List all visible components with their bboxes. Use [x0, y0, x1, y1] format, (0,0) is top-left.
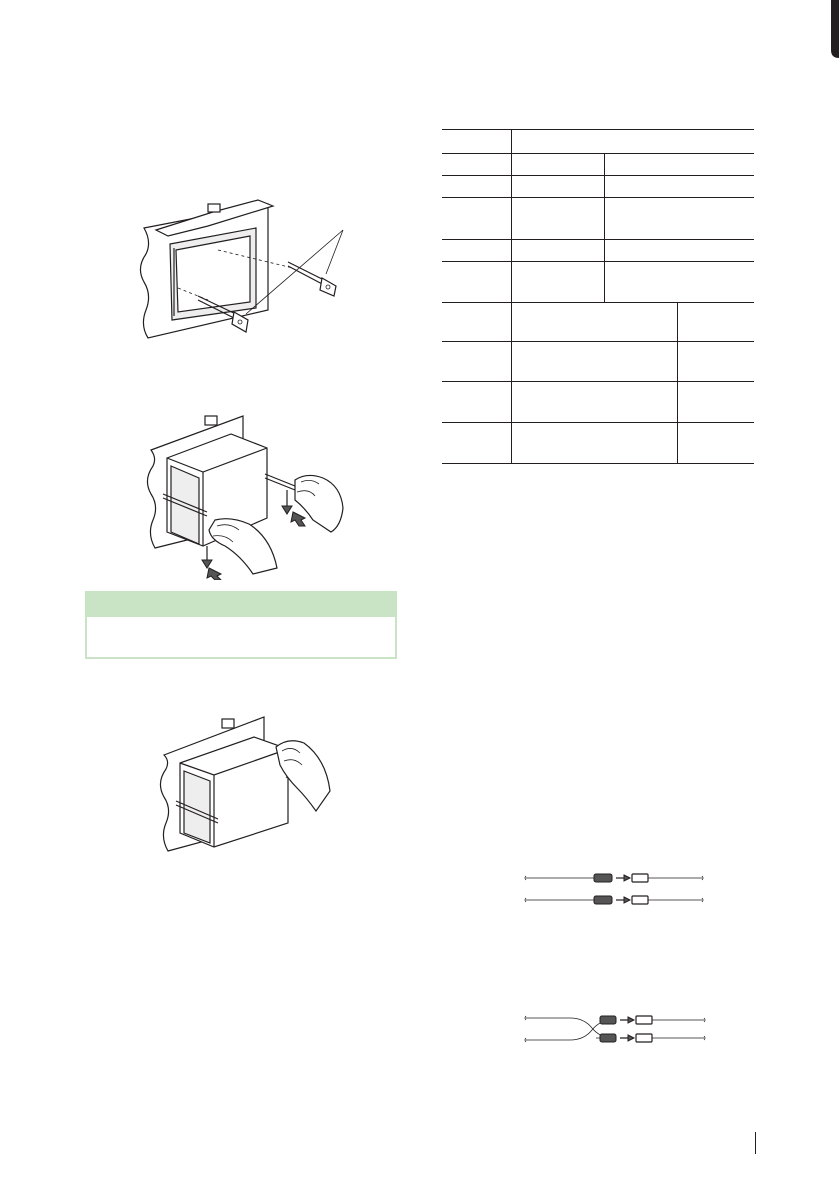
- table-rule-bottom: [442, 463, 754, 464]
- y-cable-connector-figure: [522, 1008, 710, 1048]
- hands-remove-brackets-figure: [145, 408, 345, 580]
- table-rule: [442, 175, 754, 176]
- table-col-divider: [677, 302, 678, 463]
- connector-arrow-icon: [522, 866, 710, 912]
- hands-unlock-unit-icon: [145, 408, 345, 580]
- table-rule-top: [442, 129, 754, 130]
- note-box: [85, 591, 397, 659]
- hand-pull-unit-icon: [158, 715, 333, 855]
- table-rule: [442, 341, 754, 342]
- table-rule: [442, 153, 754, 154]
- table-rule: [442, 381, 754, 382]
- mounting-screws-figure: [138, 190, 348, 345]
- connector-row: [525, 896, 703, 904]
- y-splitter-connector-icon: [522, 1008, 710, 1048]
- table-col-divider: [511, 129, 512, 463]
- hand-pull-unit-figure: [158, 715, 333, 855]
- table-rule: [442, 197, 754, 198]
- table-rule: [442, 422, 754, 423]
- edge-tab-shape: [825, 0, 839, 60]
- connector-pair-figure: [522, 866, 710, 912]
- mounting-bracket-screws-icon: [138, 190, 348, 345]
- table-rule: [442, 239, 754, 240]
- note-box-header: [87, 593, 395, 617]
- page-number-divider: [755, 1132, 756, 1154]
- spec-table: [442, 129, 754, 464]
- table-rule: [442, 261, 754, 262]
- chapter-edge-tab: [825, 0, 839, 60]
- table-col-divider: [604, 153, 605, 302]
- connector-row: [525, 874, 703, 882]
- table-rule: [442, 302, 754, 303]
